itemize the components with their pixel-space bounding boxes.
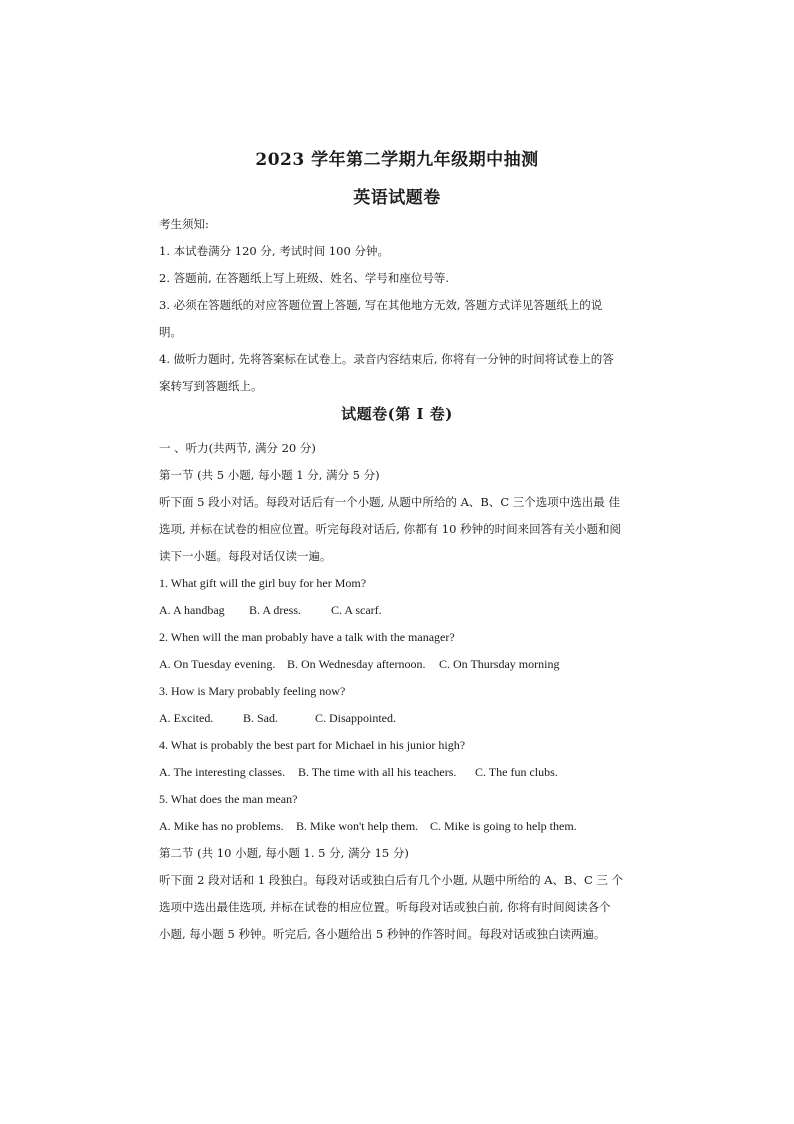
option-b: B. A dress.: [249, 603, 302, 617]
part-instructions: 听下面 5 段小对话。每段对话后有一个小题, 从题中所给的 A、B、C 三个选项中选出最 佳: [159, 495, 620, 509]
question-options: [159, 656, 637, 673]
section-title: 一 、听力(共两节, 满分 20 分): [159, 441, 316, 455]
question-text: 1. What gift will the girl buy for her Mom?: [159, 576, 367, 590]
notice-item: 1. 本试卷满分 120 分, 考试时间 100 分钟。: [159, 244, 389, 258]
exam-title: 2023 学年第二学期九年级期中抽测: [255, 150, 539, 170]
option-b: B. Mike won't help them.: [296, 819, 419, 833]
notice-item: 4. 做听力题时, 先将答案标在试卷上。录音内容结束后, 你将有一分钟的时间将试卷上的答: [159, 352, 614, 366]
part-instructions: 小题, 每小题 5 秒钟。听完后, 各小题给出 5 秒钟的作答时间。每段对话或独白读两遍。: [159, 927, 606, 941]
option-c: C. On Thursday morning: [439, 657, 560, 671]
question-options: [159, 764, 637, 781]
question-text: 2. When will the man probably have a talk with the manager?: [159, 630, 455, 644]
option-c: C. The fun clubs.: [475, 765, 558, 779]
part-title: 第二节 (共 10 小题, 每小题 1. 5 分, 满分 15 分): [159, 846, 409, 860]
option-b: B. The time with all his teachers.: [298, 765, 457, 779]
notice-heading: 考生须知:: [159, 217, 209, 231]
option-a: A. The interesting classes.: [159, 765, 286, 779]
question-options: [159, 710, 637, 727]
notice-item: 明。: [159, 325, 182, 339]
option-a: A. On Tuesday evening.: [159, 657, 276, 671]
volume-title: 试题卷(第 I 卷): [341, 405, 453, 423]
question-options: [159, 818, 637, 835]
option-b: B. On Wednesday afternoon.: [287, 657, 426, 671]
question-options: [159, 602, 637, 619]
question-text: 3. How is Mary probably feeling now?: [159, 684, 346, 698]
question-text: 4. What is probably the best part for Michael in his junior high?: [159, 738, 466, 752]
part-instructions: 选项中选出最佳选项, 并标在试卷的相应位置。听每段对话或独白前, 你将有时间阅读各个: [159, 900, 611, 914]
exam-subtitle: 英语试题卷: [353, 188, 441, 208]
option-c: C. Mike is going to help them.: [430, 819, 577, 833]
question-text: 5. What does the man mean?: [159, 792, 298, 806]
option-a: A. Mike has no problems.: [159, 819, 284, 833]
option-c: C. Disappointed.: [315, 711, 396, 725]
part-instructions: 读下一小题。每段对话仅读一遍。: [159, 549, 332, 563]
option-a: A. A handbag: [159, 603, 225, 617]
option-c: C. A scarf.: [331, 603, 382, 617]
part-title: 第一节 (共 5 小题, 每小题 1 分, 满分 5 分): [159, 468, 380, 482]
option-b: B. Sad.: [243, 711, 279, 725]
part-instructions: 听下面 2 段对话和 1 段独白。每段对话或独白后有几个小题, 从题中所给的 A、B、C 三 个: [159, 873, 624, 887]
part-instructions: 选项, 并标在试卷的相应位置。听完每段对话后, 你都有 10 秒钟的时间来回答有关小题和阅: [159, 522, 622, 536]
notice-item: 2. 答题前, 在答题纸上写上班级、姓名、学号和座位号等.: [159, 271, 450, 285]
option-a: A. Excited.: [159, 711, 214, 725]
notice-item: 案转写到答题纸上。: [159, 379, 263, 393]
notice-item: 3. 必须在答题纸的对应答题位置上答题, 写在其他地方无效, 答题方式详见答题纸上的说: [159, 298, 603, 312]
